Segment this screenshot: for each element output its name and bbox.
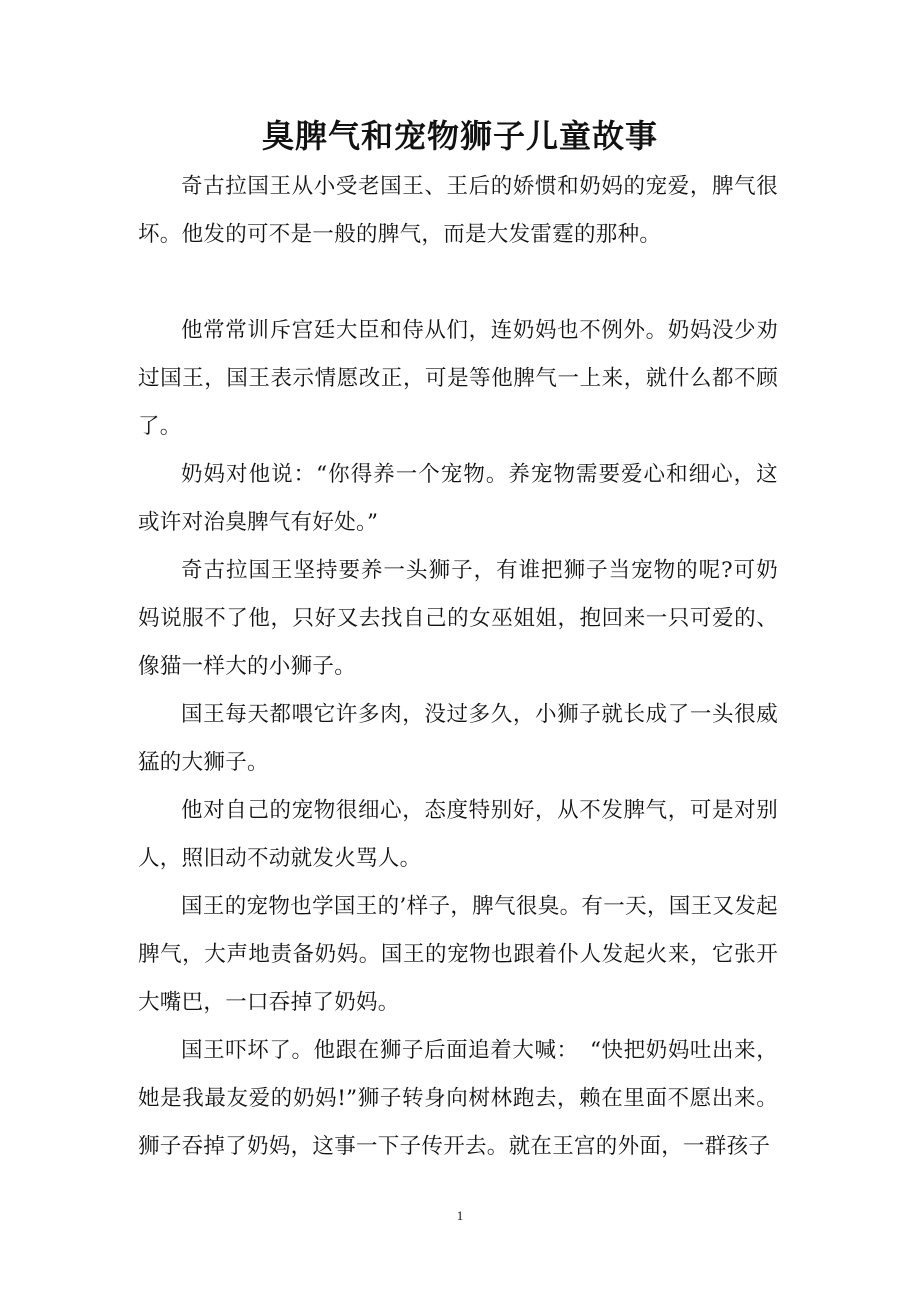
document-body bbox=[138, 307, 778, 1171]
paragraph: 奶妈对他说：“你得养一个宠物。养宠物需要爱心和细心，这或许对治臭脾气有好处。” bbox=[138, 462, 778, 535]
paragraph: 奇古拉国王坚持要养一头狮子，有谁把狮子当宠物的呢?可奶妈说服不了他，只好又去找自己的女巫姐姐，抱回来一只可爱的、像猫一样大的小狮子。 bbox=[138, 558, 778, 679]
paragraph: 他常常训斥宫廷大臣和侍从们，连奶妈也不例外。奶妈没少劝过国王，国王表示情愿改正，可是等他脾气一上来，就什么都不顾了。 bbox=[138, 318, 778, 439]
paragraph: 国王每天都喂它许多肉，没过多久，小狮子就长成了一头很威猛的大狮子。 bbox=[138, 702, 778, 775]
document-body-first bbox=[138, 163, 778, 259]
paragraph: 他对自己的宠物很细心，态度特别好，从不发脾气，可是对别人，照旧动不动就发火骂人。 bbox=[138, 798, 778, 871]
document-title: 臭脾气和宠物狮子儿童故事 bbox=[261, 117, 658, 155]
page-number: 1 bbox=[456, 1208, 464, 1223]
paragraph: 国王吓坏了。他跟在狮子后面追着大喊： “快把奶妈吐出来，她是我最友爱的奶妈!”狮子转身向树林跑去，赖在里面不愿出来。狮子吞掉了奶妈，这事一下子传开去。就在王宫的外面，一群孩子 bbox=[138, 1038, 778, 1159]
paragraph: 奇古拉国王从小受老国王、王后的娇惯和奶妈的宠爱，脾气很坏。他发的可不是一般的脾气，而是大发雷霆的那种。 bbox=[138, 174, 778, 247]
paragraph: 国王的宠物也学国王的’样子，脾气很臭。有一天，国王又发起脾气，大声地责备奶妈。国王的宠物也跟着仆人发起火来，它张开大嘴巴，一口吞掉了奶妈。 bbox=[138, 894, 778, 1015]
